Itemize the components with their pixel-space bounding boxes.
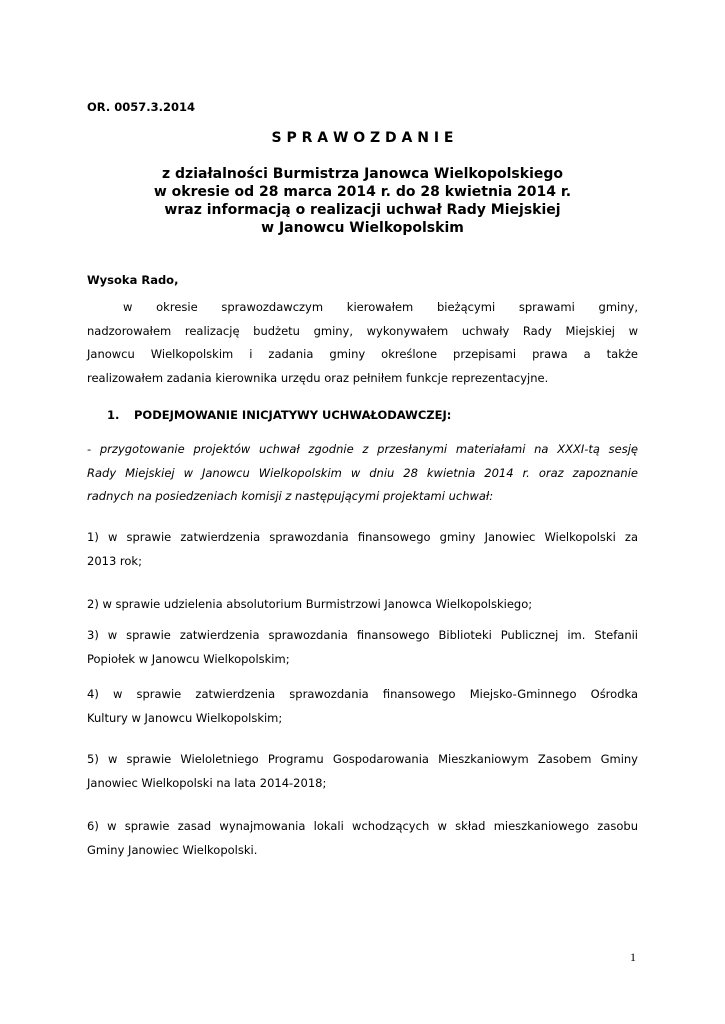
list-item bbox=[87, 748, 638, 795]
paragraph-line: 2) w sprawie udzielenia absolutorium Burmistrzowi Janowca Wielkopolskiego; bbox=[87, 597, 533, 611]
list-item bbox=[87, 624, 638, 671]
section-description bbox=[87, 438, 638, 509]
paragraph-line: 2013 rok; bbox=[87, 553, 142, 568]
paragraph-line: 3) w sprawie zatwierdzenia sprawozdania finansowego Biblioteki Publicznej im. Stefanii bbox=[87, 628, 638, 642]
paragraph-line: realizowałem zadania kierownika urzędu oraz pełniłem funkcje reprezentacyjne. bbox=[87, 370, 549, 385]
paragraph-line: Kultury w Janowcu Wielkopolskim; bbox=[87, 710, 283, 725]
list-item bbox=[87, 815, 638, 862]
paragraph-line: radnych na posiedzeniach komisji z następującymi projektami uchwał: bbox=[87, 489, 494, 503]
document-title: S P R A W O Z D A N I E bbox=[271, 130, 454, 146]
list-item bbox=[87, 526, 638, 573]
heading-line: z działalności Burmistrza Janowca Wielkopolskiego bbox=[162, 166, 563, 182]
paragraph-line: 6) w sprawie zasad wynajmowania lokali wchodzących w skład mieszkaniowego zasobu bbox=[87, 819, 638, 833]
list-item bbox=[87, 593, 638, 617]
paragraph-line: 5) w sprawie Wieloletniego Programu Gospodarowania Mieszkaniowym Zasobem Gminy bbox=[87, 752, 638, 766]
paragraph-line: Gminy Janowiec Wielkopolski. bbox=[87, 842, 258, 857]
paragraph-line: - przygotowanie projektów uchwał zgodnie z przesłanymi materiałami na XXXI-tą sesję bbox=[87, 442, 638, 456]
section-number: 1. bbox=[107, 408, 120, 422]
paragraph-line: nadzorowałem realizację budżetu gminy, wykonywałem uchwały Rady Miejskiej w bbox=[87, 323, 638, 338]
list-item bbox=[87, 683, 638, 730]
heading-line: wraz informacją o realizacji uchwał Rady Miejskiej bbox=[164, 202, 561, 218]
paragraph-line: 4) w sprawie zatwierdzenia sprawozdania finansowego Miejsko-Gminnego Ośrodka bbox=[87, 687, 638, 701]
heading-line: w Janowcu Wielkopolskim bbox=[261, 220, 464, 236]
greeting: Wysoka Rado, bbox=[87, 273, 179, 287]
page-number: 1 bbox=[630, 950, 636, 964]
paragraph-line: Janowcu Wielkopolskim i zadania gminy określone przepisami prawa a także bbox=[87, 347, 638, 361]
paragraph-line: w okresie sprawozdawczym kierowałem bieżącymi sprawami gminy, bbox=[123, 300, 638, 314]
intro-paragraph bbox=[87, 296, 638, 390]
paragraph-line: Janowiec Wielkopolski na lata 2014-2018; bbox=[87, 775, 327, 790]
paragraph-line: Popiołek w Janowcu Wielkopolskim; bbox=[87, 651, 290, 666]
section-title: PODEJMOWANIE INICJATYWY UCHWAŁODAWCZEJ: bbox=[134, 408, 452, 422]
document-heading bbox=[87, 165, 638, 237]
heading-line: w okresie od 28 marca 2014 r. do 28 kwietnia 2014 r. bbox=[153, 184, 572, 200]
paragraph-line: Rady Miejskiej w Janowcu Wielkopolskim w dniu 28 kwietnia 2014 r. oraz zapoznanie bbox=[87, 465, 638, 480]
section-heading bbox=[107, 408, 451, 422]
document-reference: OR. 0057.3.2014 bbox=[87, 100, 195, 114]
paragraph-line: 1) w sprawie zatwierdzenia sprawozdania finansowego gminy Janowiec Wielkopolski za bbox=[87, 530, 638, 544]
